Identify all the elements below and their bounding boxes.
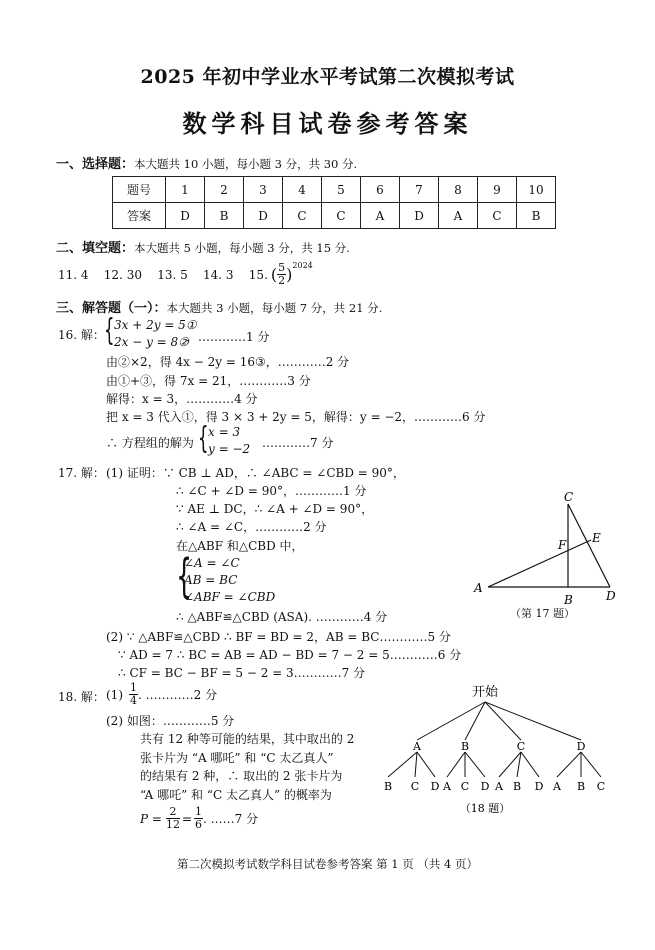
paren-open: ( [270,265,278,284]
q18-part1-score: . …………2 分 [138,688,218,702]
point-label-E: E [592,531,601,545]
fraction-denominator: 4 [130,694,137,707]
section1-desc: 本大题共 10 小题，每小题 3 分，共 30 分. [134,157,358,171]
tree-leaf: D [430,780,440,793]
q16-step: 解得：x = 3，…………4 分 [106,392,258,406]
tree-leaf: C [410,780,420,793]
point-label-B: B [564,593,573,607]
paren-close: ) [286,265,293,284]
question-number: 1 [166,177,205,203]
segment-CD [568,504,610,587]
fraction-1-4 [129,682,138,707]
tree-leaf: C [460,780,470,793]
tree-leaf: C [596,780,606,793]
q18-step: (2) 如图：…………5 分 [106,714,235,728]
q16-solution-x: x = 3 [208,425,241,439]
q17-step: ∴ CF = BC − BF = 5 − 2 = 3…………7 分 [118,666,366,680]
tree-root: 开始 [471,685,499,700]
page-title: 2025 年初中学业水平考试第二次模拟考试 [140,66,515,88]
tree-node: D [576,740,586,753]
probability-prefix: P = [140,811,162,826]
q17-figure-caption: （第 17 题） [510,607,575,620]
q18-step: 共有 12 种等可能的结果，其中取出的 2 [140,732,355,746]
tree-leaf: D [534,780,544,793]
point-label-D: D [606,589,616,603]
q17-figure [470,490,620,620]
fraction-2-12 [166,806,180,831]
answer-table [112,176,556,229]
fraction-numerator: 5 [278,261,286,274]
section1-header [56,153,357,172]
q18-label: 18. 解： [58,690,105,704]
system-brace: { [104,313,115,348]
question-number: 2 [205,177,244,203]
question-number: 10 [517,177,556,203]
fraction-numerator: 2 [166,806,180,819]
tree-level2 [384,780,605,793]
q18-part1 [106,682,217,707]
q17-condition: AB = BC [184,573,238,587]
q16-label: 16. 解： [58,328,105,342]
tree-edge [447,752,465,777]
tree-edge [415,752,417,777]
q18-part1-prefix: (1) [106,687,123,702]
answer-cell: D [166,203,205,229]
q16-step: 由①+③，得 7x = 21，…………3 分 [106,374,311,388]
section2-heading: 二、填空题： [56,241,135,256]
tree-level1 [412,740,586,753]
q16-equation-1: 3x + 2y = 5① [114,318,197,332]
fill-in-answers-text: 11. 4 12. 30 13. 5 14. 3 15. [58,267,268,282]
fill-in-answers [58,262,313,287]
tree-edge [388,752,417,777]
tree-leaf: A [553,780,561,793]
question-number: 5 [322,177,361,203]
tree-leaf: B [512,780,522,793]
answer-cell: D [400,203,439,229]
tree-edge [557,752,581,777]
q17-step: (1) 证明：∵ CB ⊥ AD，∴ ∠ABC = ∠CBD = 90°， [106,466,405,480]
tree-leaf: A [443,780,451,793]
section2-desc: 本大题共 5 小题，每小题 3 分，共 15 分. [134,241,350,255]
q16-solution-y: y = −2 [208,442,251,456]
tree-node: A [413,740,421,753]
q17-step: 在△ABF 和△CBD 中， [176,539,304,553]
fraction-numerator: 1 [195,805,203,818]
q18-figure-caption: （18 题） [459,802,511,815]
answer-cell: B [517,203,556,229]
question-number: 7 [400,177,439,203]
section1-heading: 一、选择题： [56,157,135,172]
answer-table-answer-row [113,203,556,229]
q17-label: 17. 解： [58,466,105,480]
answer-cell: B [205,203,244,229]
q17-step: ∴ ∠C + ∠D = 90°，…………1 分 [176,484,367,498]
q17-step: ∴ ∠A = ∠C，…………2 分 [176,520,327,534]
answer-cell: A [361,203,400,229]
q17-step: ∵ AE ⊥ DC，∴ ∠A + ∠D = 90°， [176,502,374,516]
section3-heading: 三、解答题（一）： [56,301,167,316]
answer-cell: C [322,203,361,229]
equals-sign: = [181,811,193,826]
segment-AE [488,540,591,587]
table-row-label-answer: 答案 [113,203,166,229]
q17-step: ∴ △ABF≌△CBD (ASA). …………4 分 [176,610,388,624]
page-footer: 第二次模拟考试数学科目试卷参考答案 第 1 页 （共 4 页） [176,857,479,871]
tree-edge [485,702,521,740]
q18-step: 张卡片为 “A 哪吒” 和 “C 太乙真人” [140,751,334,765]
point-label-A: A [474,581,483,595]
page-subtitle: 数学科目试卷参考答案 [182,109,473,138]
solution-brace: { [198,421,209,456]
tree-edge [581,752,601,777]
fraction-denominator: 6 [195,818,203,831]
q17-step: ∵ AD = 7 ∴ BC = AB = AD − BD = 7 − 2 = 5…………6 分 [118,648,462,662]
q17-step: (2) ∵ △ABF≌△CBD ∴ BF = BD = 2，AB = BC…………5 分 [106,630,451,644]
q16-conclusion: ∴ 方程组的解为 [106,436,194,450]
question-number: 9 [478,177,517,203]
fraction-denominator: 12 [165,818,180,831]
answer-cell: C [283,203,322,229]
q16-step-score: ，…………1 分 [186,330,270,344]
tree-edge [417,752,435,777]
question-number: 3 [244,177,283,203]
answer-cell: A [439,203,478,229]
tree-leaf: B [383,780,393,793]
probability-score: . ……7 分 [203,812,259,826]
exponent: 2024 [292,261,313,270]
question-number: 4 [283,177,322,203]
q16-step: 由②×2，得 4x − 2y = 16③，…………2 分 [106,355,350,369]
fraction-5-2 [277,262,286,287]
point-label-F: F [558,538,567,552]
q16-equation-2: 2x − y = 8② [114,335,189,349]
q18-probability [140,806,258,831]
q18-step: “A 哪吒” 和 “C 太乙真人” 的概率为 [140,788,332,802]
question-number: 6 [361,177,400,203]
tree-edge [521,752,539,777]
section3-desc: 本大题共 3 小题，每小题 7 分，共 21 分. [166,301,383,315]
q18-step: 的结果有 2 种，∴ 取出的 2 张卡片为 [140,769,343,783]
tree-edge [485,702,581,740]
tree-leaf: B [576,780,586,793]
fraction-numerator: 1 [130,681,137,694]
tree-node: B [460,740,470,753]
tree-edge [465,752,485,777]
q17-condition: ∠ABF = ∠CBD [184,590,276,604]
q16-step: 把 x = 3 代入①，得 3 × 3 + 2y = 5，解得：y = −2，…………6 分 [106,410,486,424]
answer-cell: C [478,203,517,229]
question-number: 8 [439,177,478,203]
q16-final-score: …………7 分 [262,436,334,450]
answer-cell: D [244,203,283,229]
fraction-1-6 [194,806,203,831]
tree-node: C [516,740,526,753]
q17-condition: ∠A = ∠C [184,556,240,570]
answer-table-question-row [113,177,556,203]
table-row-label-question: 题号 [113,177,166,203]
point-label-C: C [564,490,574,504]
conditions-brace: { [176,549,193,603]
q18-tree-diagram [375,682,615,822]
tree-leaf: A [495,780,503,793]
section2-header [56,237,350,256]
tree-leaf: D [480,780,490,793]
fraction-denominator: 2 [278,274,286,287]
